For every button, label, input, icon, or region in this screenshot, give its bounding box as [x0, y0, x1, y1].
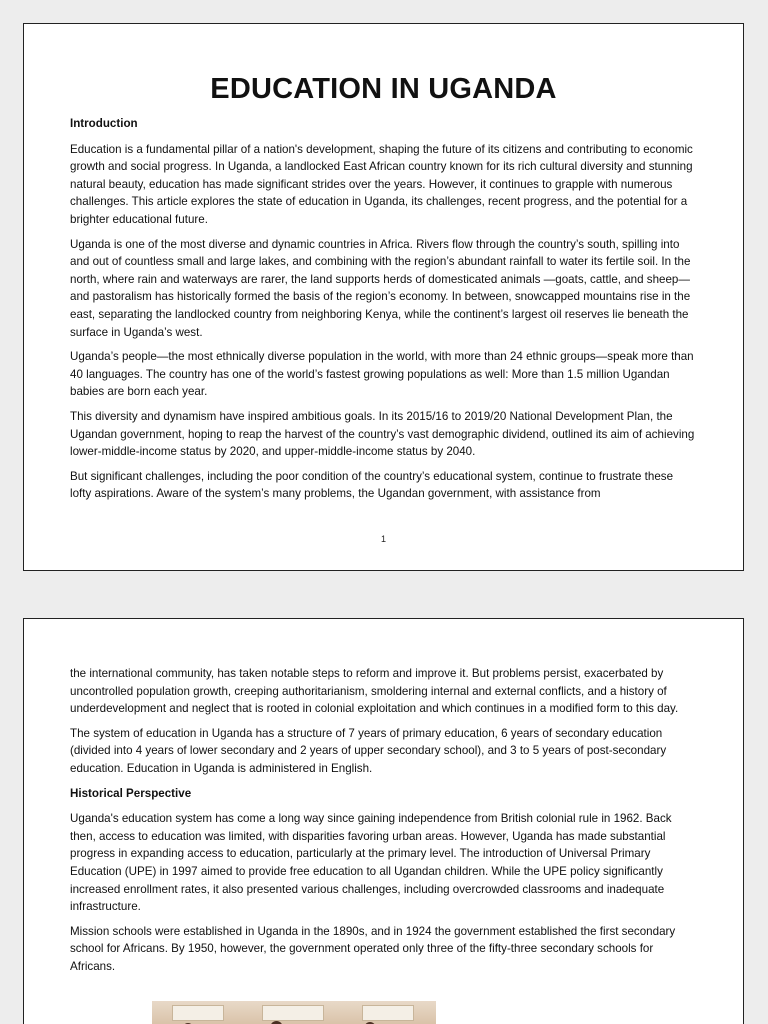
paragraph: But significant challenges, including the poor condition of the country’s educational system, continue to frustrate these lofty aspirations. Aware of the system’s many problems, the Ugandan government, with assistance from: [70, 469, 674, 501]
paragraph: Uganda’s people—the most ethnically diverse population in the world, with more than 24 ethnic groups—speak more than 40 languages. The country has one of the world’s fastest growing populations as well: More than 1.5 million Ugandan babies are born each year.: [70, 350, 694, 399]
paragraph: Uganda is one of the most diverse and dynamic countries in Africa. Rivers flow through the country’s south, spilling into and out of countless small and large lakes, and combining with the region’s abundant rainfall to water its fertile soil. In the north, where rain and waterways are rarer, the land supports herds of domesticated animals —goats, cattle, and sheep—and pastoralism has historically formed the basis of the region’s economy. In between, snowcapped mountains rise in the east, separating the landlocked country from neighboring Kenya, while the continent’s largest oil reserves lie beneath the surface in Uganda’s west.: [70, 237, 691, 339]
section-heading-historical-perspective: Historical Perspective: [70, 786, 192, 800]
document-title: EDUCATION IN UGANDA: [210, 73, 557, 105]
paragraph: Uganda's education system has come a long way since gaining independence from British colonial rule in 1962. Back then, access to education was limited, with disparities favoring urban areas. However, Uganda has made substantial progress in expanding access to education, particularly at the primary level. The introduction of Universal Primary Education (UPE) in 1997 aimed to provide free education to all Ugandan children. While the UPE policy significantly increased enrollment rates, it also presented various challenges, including overcrowded classrooms and inadequate infrastructure.: [70, 812, 672, 914]
paragraph: Education is a fundamental pillar of a nation's development, shaping the future of its citizens and contributing to economic growth and social progress. In Uganda, a landlocked East African country known for its rich cultural diversity and stunning natural beauty, education has made significant strides over the years. However, it continues to grapple with numerous challenges. This article explores the state of education in Uganda, its challenges, recent progress, and the potential for a brighter educational future.: [70, 142, 693, 226]
classroom-photo: [152, 1001, 436, 1024]
paragraph: Mission schools were established in Uganda in the 1890s, and in 1924 the government established the first secondary school for Africans. By 1950, however, the government operated only three of the fifty-three secondary schools for Africans.: [70, 924, 676, 973]
paragraph: This diversity and dynamism have inspired ambitious goals. In its 2015/16 to 2019/20 National Development Plan, the Ugandan government, hoping to reap the harvest of the country’s vast demographic dividend, outlined its aim of achieving lower-middle-income status by 2020, and upper-middle-income status by 2040.: [70, 409, 695, 459]
section-heading-introduction: Introduction: [70, 117, 138, 130]
page-1-content: [70, 71, 697, 510]
paragraph: The system of education in Uganda has a structure of 7 years of primary education, 6 years of secondary education (divided into 4 years of lower secondary and 2 years of upper secondary school), and 3 to 5 years of post-secondary education. Education in Uganda is administered in English.: [70, 726, 667, 775]
page-2-content: [70, 665, 697, 983]
document-page-1: [23, 23, 744, 571]
document-page-2: [23, 618, 744, 1024]
page-number: 1: [380, 534, 386, 544]
paragraph: the international community, has taken notable steps to reform and improve it. But problems persist, exacerbated by uncontrolled population growth, creeping authoritarianism, smoldering internal and external conflicts, and a history of underdevelopment and neglect that is rooted in colonial exploitation and which continues in a modified form to this day.: [70, 667, 679, 716]
